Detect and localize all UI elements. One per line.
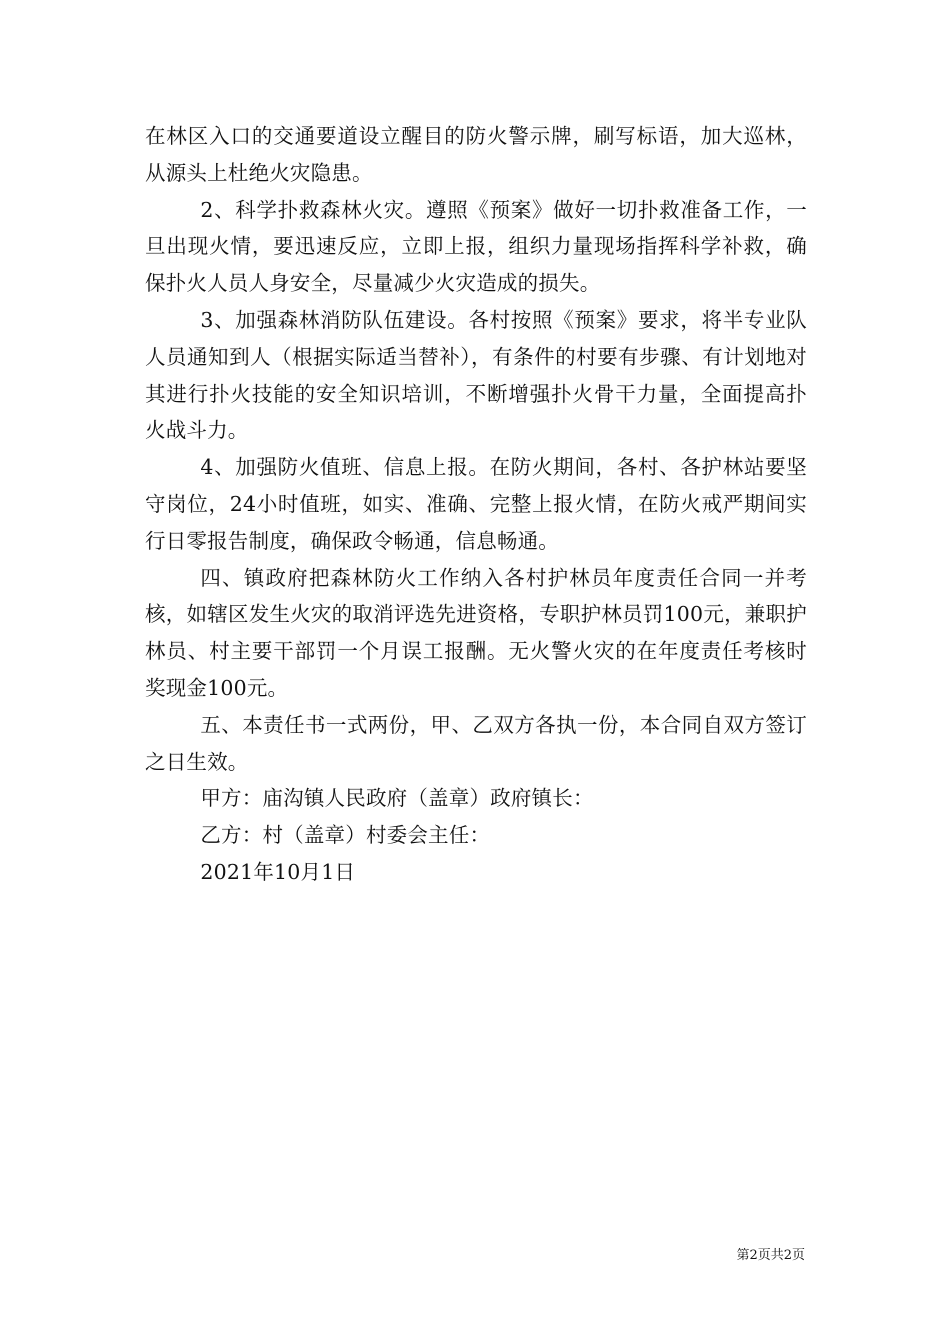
paragraph-continuation: 在林区入口的交通要道设立醒目的防火警示牌，刷写标语，加大巡林，从源头上杜绝火灾隐患。 <box>145 124 807 185</box>
paragraph-section-4: 四、镇政府把森林防火工作纳入各村护林员年度责任合同一并考核，如辖区发生火灾的取消评选先进资格，专职护林员罚100元，兼职护林员、村主要干部罚一个月误工报酬。无火警火灾的在年度责任考核时奖现金100元。 <box>145 565 807 700</box>
paragraph-item-3: 3、加强森林消防队伍建设。各村按照《预案》要求，将半专业队人员通知到人（根据实际适当替补），有条件的村要有步骤、有计划地对其进行扑火技能的安全知识培训，不断增强扑火骨干力量，全面提高扑火战斗力。 <box>145 307 807 443</box>
signature-party-b: 乙方：村（盖章）村委会主任： <box>200 823 491 848</box>
paragraph-section-5: 五、本责任书一式两份，甲、乙双方各执一份，本合同自双方签订之日生效。 <box>145 712 807 774</box>
document-date: 2021年10月1日 <box>200 859 356 884</box>
paragraph-item-2: 2、科学扑救森林火灾。遵照《预案》做好一切扑救准备工作，一旦出现火情，要迅速反应，立即上报，组织力量现场指挥科学补救，确保扑火人员人身安全，尽量减少火灾造成的损失。 <box>145 197 807 296</box>
paragraph-item-4: 4、加强防火值班、信息上报。在防火期间，各村、各护林站要坚守岗位，24小时值班，如实、准确、完整上报火情，在防火戒严期间实行日零报告制度，确保政令畅通，信息畅通。 <box>145 455 807 553</box>
document-body <box>145 118 807 891</box>
signature-party-a: 甲方：庙沟镇人民政府（盖章）政府镇长： <box>200 786 594 811</box>
page-number-footer: 第2页共2页 <box>736 1248 805 1263</box>
